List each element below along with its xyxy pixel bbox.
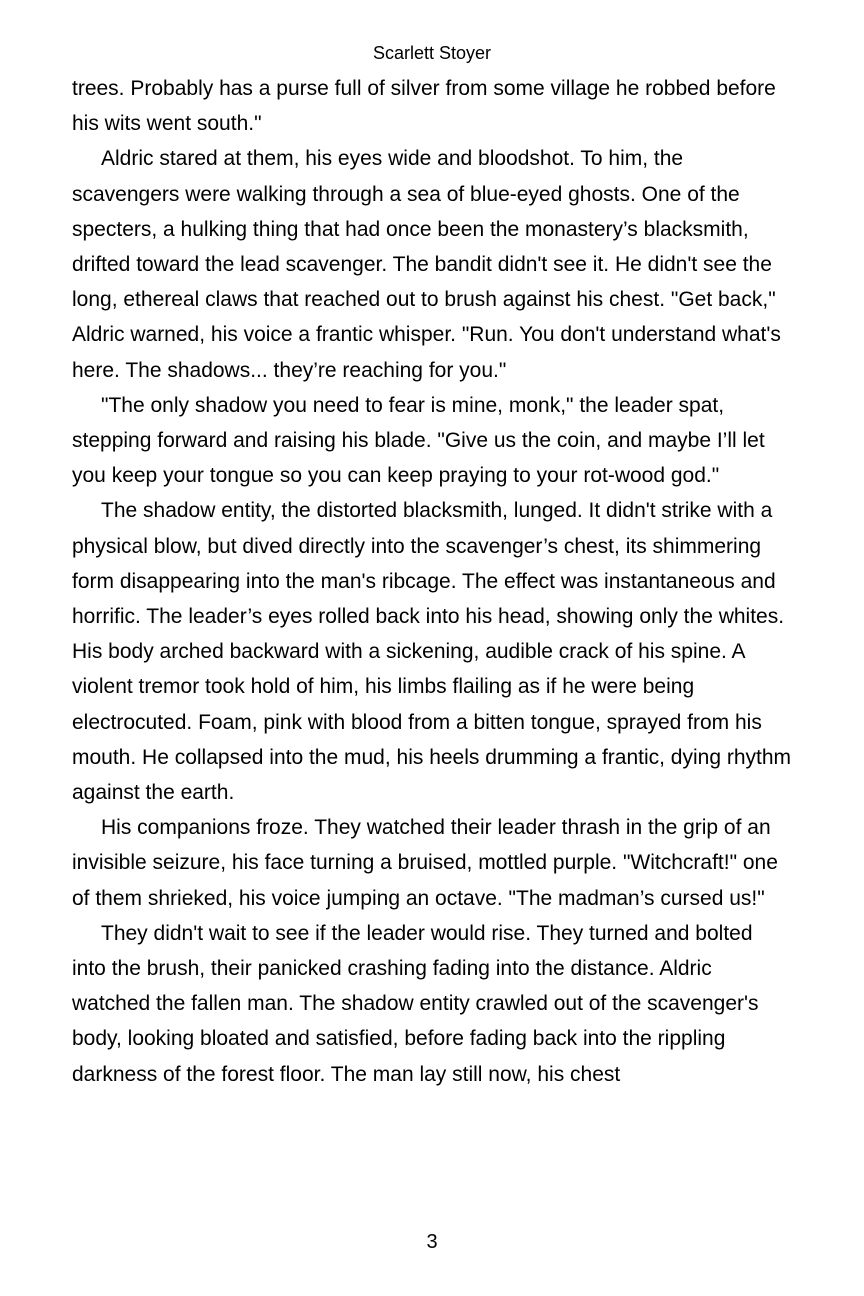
- paragraph: They didn't wait to see if the leader would rise. They turned and bolted into the brush, their panicked crashing fading into the distance. Aldric watched the fallen man. The shadow entity crawled out of the scavenger's body, looking bloated and satisfied, before fading back into the rippling darkness of the forest floor. The man lay still now, his chest: [72, 921, 759, 1086]
- page-number: 3: [426, 1231, 438, 1253]
- paragraph: Aldric stared at them, his eyes wide and bloodshot. To him, the scavengers were walking through a sea of blue-eyed ghosts. One of the specters, a hulking thing that had once been the monastery’s blacksmith, drifted toward the lead scavenger. The bandit didn't see it. He didn't see the long, ethereal claws that reached out to brush against his chest. "Get back," Aldric warned, his voice a frantic whisper. "Run. You don't understand what's here. The shadows... they’re reaching for you.": [72, 147, 781, 382]
- paragraph: "The only shadow you need to fear is mine, monk," the leader spat, stepping forward and raising his blade. "Give us the coin, and maybe I’ll let you keep your tongue so you can keep praying to your rot-wood god.": [72, 393, 765, 488]
- paragraph-continued: trees. Probably has a purse full of silver from some village he robbed before his wits went south.": [72, 77, 776, 136]
- paragraph: His companions froze. They watched their leader thrash in the grip of an invisible seizure, his face turning a bruised, mottled purple. "Witchcraft!" one of them shrieked, his voice jumping an octave. "The madman’s cursed us!": [72, 816, 778, 910]
- paragraph: The shadow entity, the distorted blacksmith, lunged. It didn't strike with a physical blow, but dived directly into the scavenger’s chest, its shimmering form disappearing into the man's ribcage. The effect was instantaneous and horrific. The leader’s eyes rolled back into his head, showing only the whites. His body arched backward with a sickening, audible crack of his spine. A violent tremor took hold of him, his limbs flailing as if he were being electrocuted. Foam, pink with blood from a bitten tongue, sprayed from his mouth. He collapsed into the mud, his heels drumming a frantic, dying rhythm against the earth.: [72, 499, 792, 805]
- running-header-author: Scarlett Stoyer: [372, 43, 492, 63]
- body-text: [72, 71, 792, 1092]
